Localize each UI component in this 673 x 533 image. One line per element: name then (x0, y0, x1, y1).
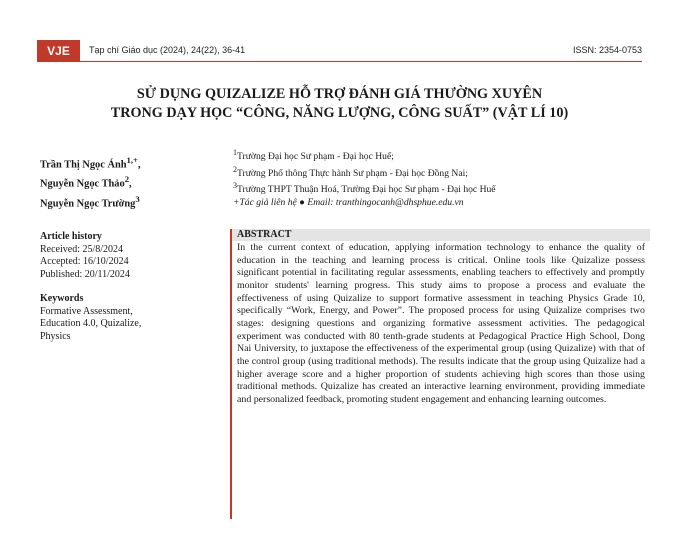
affiliation-2 (233, 164, 653, 181)
article-history (40, 231, 220, 281)
keywords-line-2: Education 4.0, Quizalize, (40, 318, 142, 329)
article-title (37, 85, 642, 123)
author-1 (40, 153, 215, 172)
accepted-date: Accepted: 16/10/2024 (40, 256, 129, 267)
abstract-text: In the current context of education, applying information technology to enhance the quality of education in the teaching and learning process is critical. Online tools like Quizalize possess significant potential in facilitating regular assessments, enabling teachers to effectively and promptly monitor students' learning progress. This study aims to propose a process and evaluate the effectiveness of using Quizalize to support formative assessment in teaching Physics Grade 10, specifically “Work, Energy, and Power”. The proposed process for using Quizalize comprises two stages: designing questions and organizing formative assessment activities. The pedagogical experiment was conducted with 80 tenth-grade students at Pedagogical Practice High School, Dong Nai University, to juxtapose the effectiveness of the experimental group (using Quizalize) with that of the control group (using traditional methods). The results indicate that the group using Quizalize had a higher average score and a higher proportion of students achieving high scores than those using traditional methods. Quizalize has created an interactive learning environment, providing immediate and personalized feedback, promoting student engagement and enhancing learning outcomes. (237, 242, 645, 405)
journal-citation: Tạp chí Giáo dục (2024), 24(22), 36-41 (89, 45, 246, 55)
journal-header (37, 40, 642, 62)
abstract-box (230, 229, 650, 519)
keywords-heading: Keywords (40, 293, 84, 304)
received-date: Received: 25/8/2024 (40, 243, 124, 255)
author-3 (40, 192, 215, 211)
affiliation-3 (233, 180, 653, 197)
keywords-line-3: Physics (40, 330, 71, 342)
author-sep: , (129, 178, 132, 190)
title-line-2: TRONG DẠY HỌC “CÔNG, NĂNG LƯỢNG, CÔNG SUẤT” (VẬT LÍ 10) (110, 105, 569, 121)
abstract-header-band (230, 229, 650, 241)
affiliation-text: Trường Đại học Sư phạm - Đại học Huế; (237, 151, 394, 163)
affiliation-text: Trường Phổ thông Thực hành Sư phạm - Đại học Đồng Nai; (237, 167, 468, 179)
corresponding-author-email: +Tác giả liên hệ ● Email: tranthingocanh@dhsphue.edu.vn (233, 197, 464, 209)
affiliation-sup: 1 (233, 148, 237, 157)
keywords-line-1: Formative Assessment, (40, 305, 133, 317)
author-sup: 3 (135, 193, 140, 204)
title-line-1: SỬ DỤNG QUIZALIZE HỖ TRỢ ĐÁNH GIÁ THƯỜNG XUYÊN (136, 86, 543, 102)
article-history-heading: Article history (40, 231, 102, 242)
journal-badge: VJE (37, 40, 80, 62)
affiliation-1 (233, 147, 653, 164)
published-date: Published: 20/11/2024 (40, 268, 130, 280)
author-sup: 1,+ (126, 155, 138, 165)
issn-label: ISSN: 2354-0753 (572, 45, 642, 55)
affiliation-sup: 3 (233, 181, 237, 191)
author-list (40, 153, 215, 211)
affiliation-text: Trường THPT Thuận Hoá, Trường Đại học Sư phạm - Đại học Huế (237, 184, 496, 196)
abstract-accent-bar (230, 229, 232, 519)
author-name: Nguyễn Ngọc Trường (40, 198, 136, 210)
author-sep: , (137, 159, 141, 171)
affiliation-sup: 2 (233, 164, 237, 174)
author-name: Nguyễn Ngọc Thảo (40, 178, 125, 190)
author-2 (40, 172, 215, 191)
abstract-heading: ABSTRACT (237, 229, 292, 240)
author-name: Trần Thị Ngọc Ánh (40, 159, 127, 171)
article-sidebar (40, 231, 220, 343)
affiliations (233, 147, 653, 210)
keywords-block (40, 293, 220, 343)
author-sup: 2 (124, 174, 130, 185)
